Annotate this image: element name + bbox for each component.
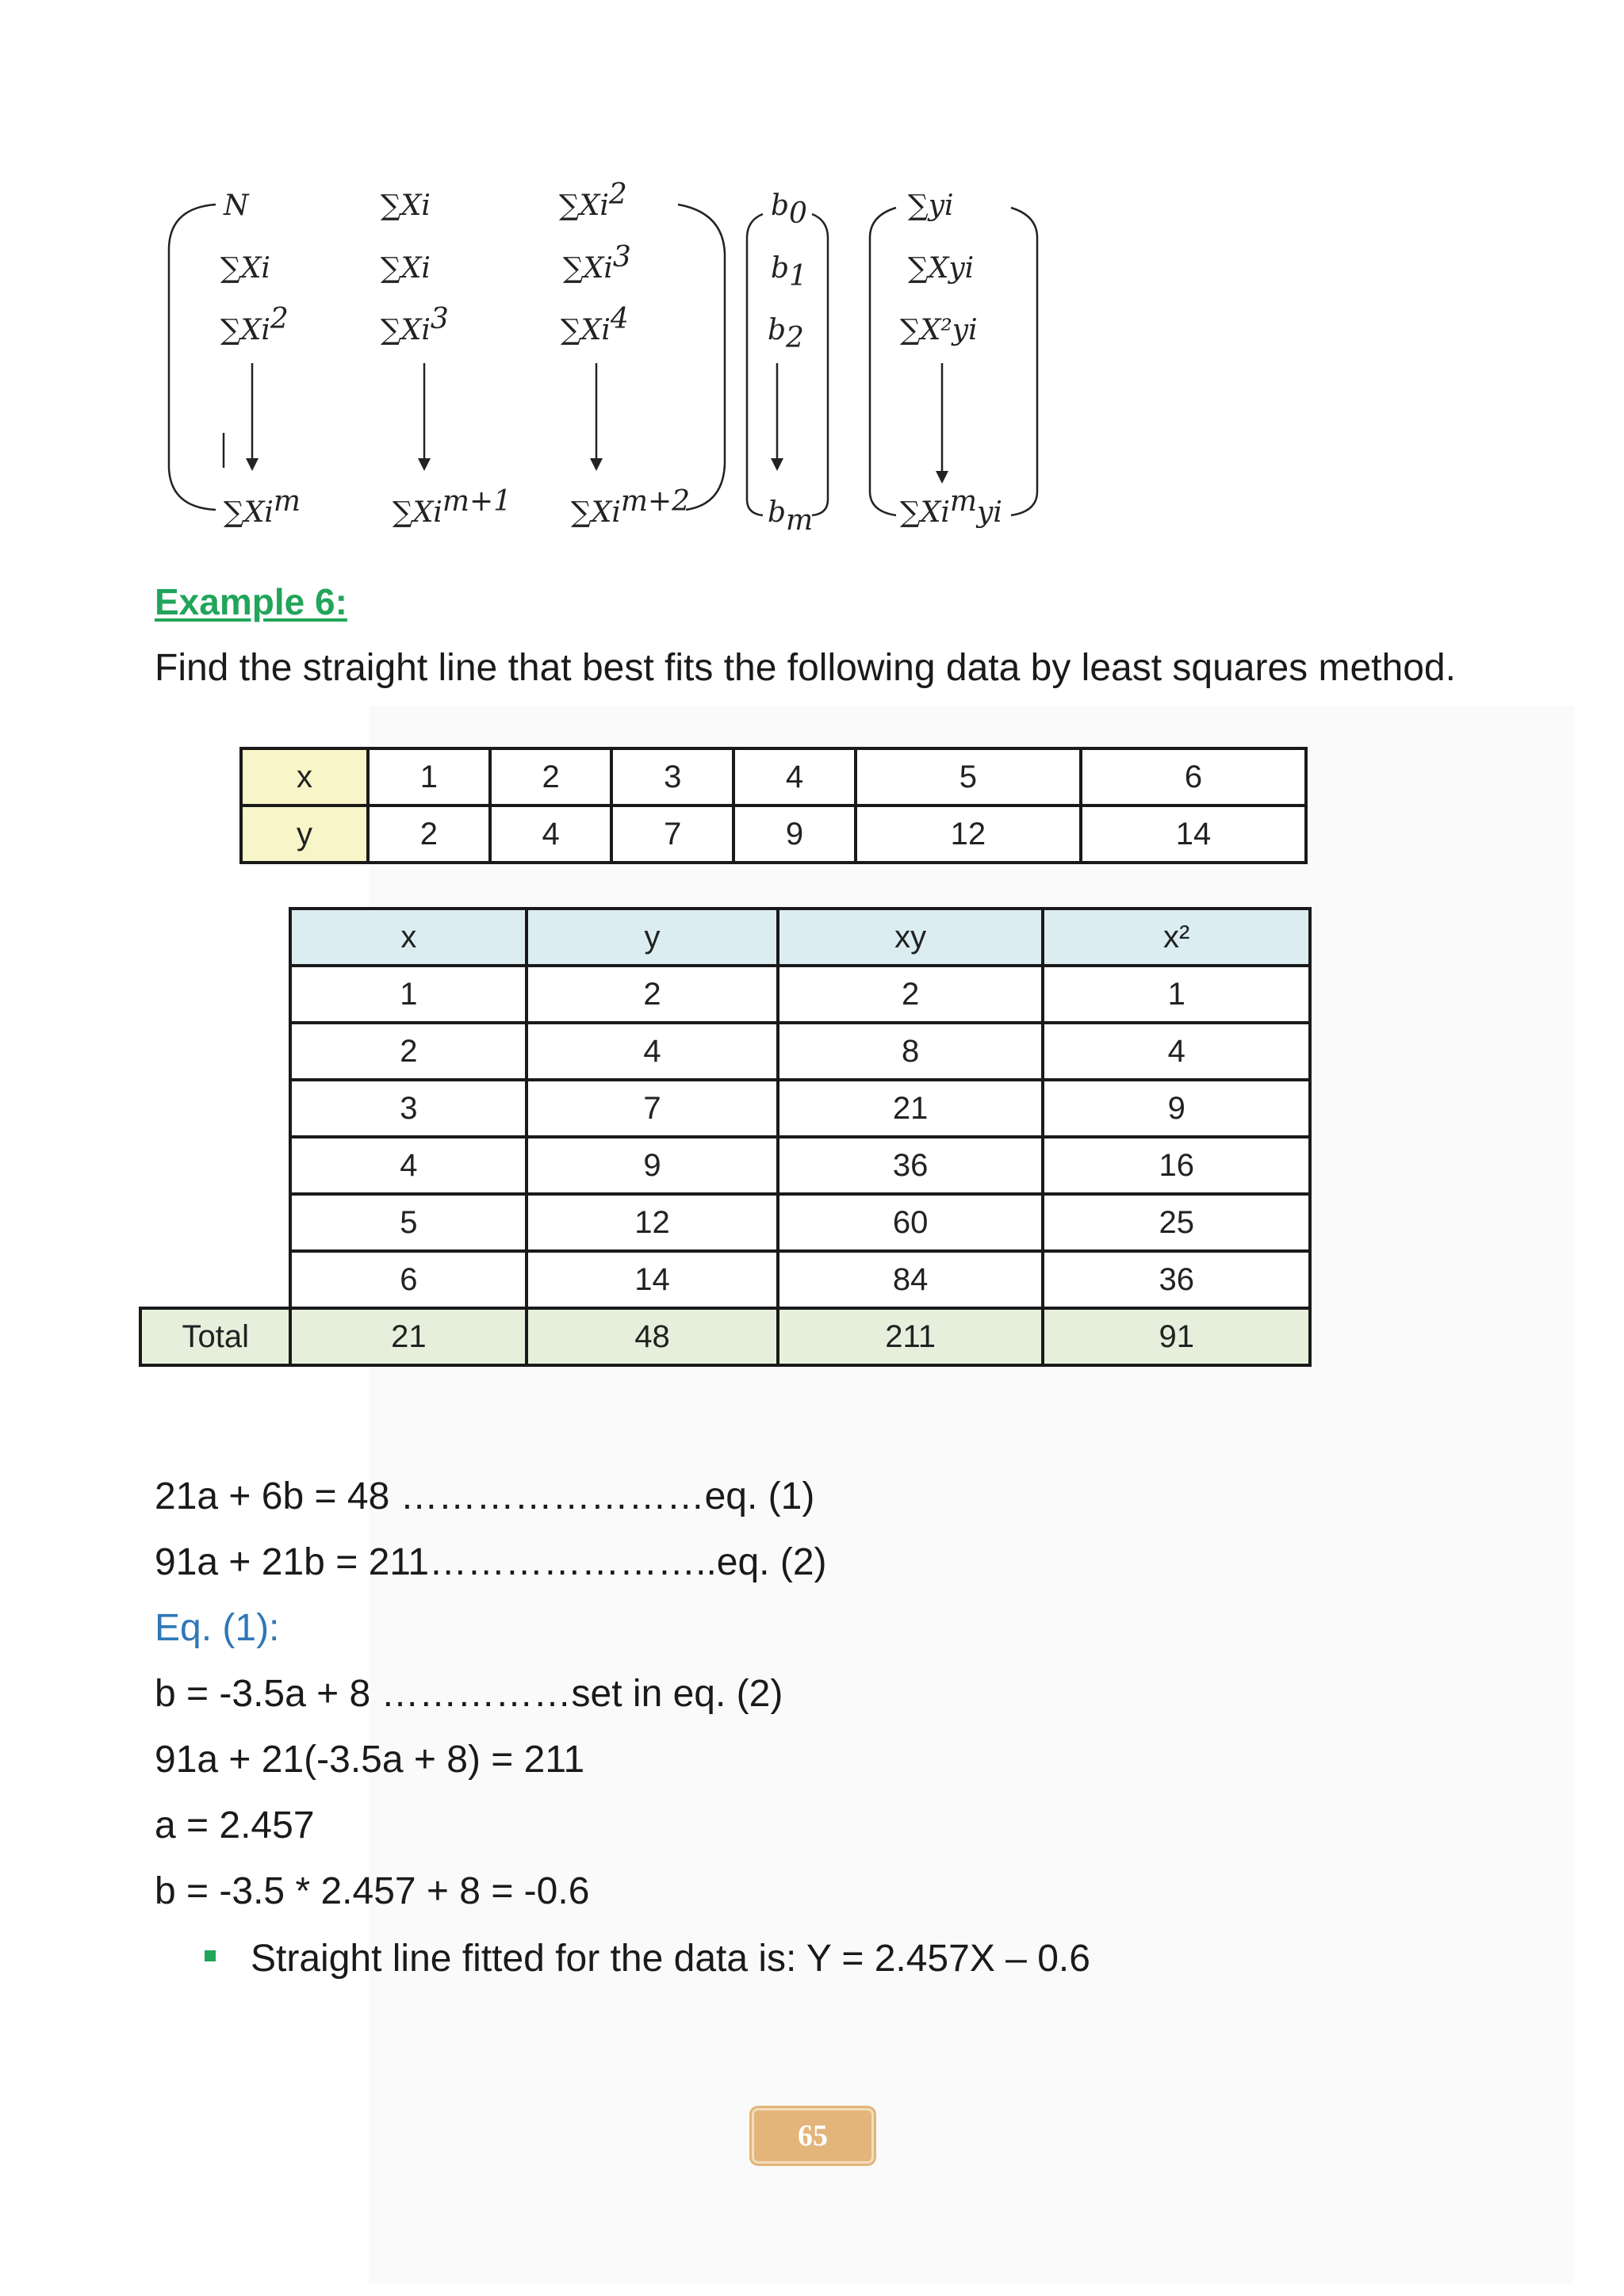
- header-cell: xy: [778, 909, 1044, 966]
- xy-data-table: [239, 747, 1308, 864]
- vector-b-entry: b0: [771, 189, 807, 230]
- data-cell: 5: [856, 748, 1081, 806]
- table-cell: 7: [527, 1080, 778, 1137]
- matrix-a-entry: ∑Xi: [220, 252, 270, 285]
- matrix-a-left-bracket: [169, 205, 216, 510]
- table-cell: 4: [1043, 1023, 1310, 1080]
- table-cell: 9: [527, 1137, 778, 1194]
- blank-cell: [140, 1137, 290, 1194]
- table-row: [140, 1137, 1310, 1194]
- blank-cell: [140, 1194, 290, 1251]
- data-cell: 9: [733, 806, 856, 863]
- table-cell: 16: [1043, 1137, 1310, 1194]
- header-cell: x: [290, 909, 527, 966]
- example-heading: Example 6:: [155, 581, 347, 622]
- table-cell: 36: [778, 1137, 1044, 1194]
- vector-b-right-bracket: [812, 214, 828, 515]
- table-row: [140, 1023, 1310, 1080]
- y-label-cell: y: [241, 806, 368, 863]
- header-cell: x²: [1043, 909, 1310, 966]
- table-cell: 84: [778, 1251, 1044, 1308]
- solution-step-1: b = -3.5a + 8 ……………set in eq. (2): [155, 1673, 783, 1715]
- data-cell: 7: [611, 806, 733, 863]
- total-cell: 48: [527, 1308, 778, 1365]
- down-arrow-icon: [418, 363, 431, 471]
- matrix-a-entry: ∑Xi: [381, 189, 431, 222]
- page-number-badge: [752, 2108, 874, 2164]
- table-cell: 4: [527, 1023, 778, 1080]
- vector-rhs-entry: ∑Xyi: [908, 252, 975, 285]
- vector-rhs-entry: ∑yi: [908, 189, 954, 222]
- blank-cell: [140, 1023, 290, 1080]
- data-cell: 3: [611, 748, 733, 806]
- table-cell: 2: [778, 966, 1044, 1023]
- x-row: [241, 748, 1306, 806]
- problem-statement: Find the straight line that best fits the following data by least squares method.: [155, 647, 1456, 689]
- data-cell: 12: [856, 806, 1081, 863]
- table-cell: 60: [778, 1194, 1044, 1251]
- vector-rhs-right-bracket: [1011, 208, 1037, 515]
- blank-cell: [140, 1080, 290, 1137]
- table-row: [140, 1080, 1310, 1137]
- solution-step-4: b = -3.5 * 2.457 + 8 = -0.6: [155, 1870, 590, 1912]
- y-row: [241, 806, 1306, 863]
- matrix-a-entry: ∑Xi3: [563, 241, 631, 285]
- down-arrow-icon: [936, 363, 948, 484]
- table-cell: 25: [1043, 1194, 1310, 1251]
- table-cell: 21: [778, 1080, 1044, 1137]
- table-cell: 2: [527, 966, 778, 1023]
- data-cell: 2: [490, 748, 612, 806]
- table-cell: 36: [1043, 1251, 1310, 1308]
- equation-2: 91a + 21b = 211…………………..eq. (2): [155, 1541, 827, 1583]
- table-cell: 5: [290, 1194, 527, 1251]
- total-cell: 211: [778, 1308, 1044, 1365]
- table-cell: 1: [290, 966, 527, 1023]
- table-cell: 12: [527, 1194, 778, 1251]
- x-label-cell: x: [241, 748, 368, 806]
- calculation-table: [139, 907, 1312, 1367]
- vector-rhs-left-bracket: [870, 208, 896, 515]
- solution-step-2: 91a + 21(-3.5a + 8) = 211: [155, 1739, 585, 1781]
- vector-b-entry: b1: [771, 252, 807, 293]
- matrix-a-last-entry: ∑Xim+1: [393, 485, 512, 529]
- equation-1: 21a + 6b = 48 ……………………eq. (1): [155, 1475, 815, 1517]
- header-cell: y: [527, 909, 778, 966]
- table-cell: 2: [290, 1023, 527, 1080]
- conclusion-text: Straight line fitted for the data is: Y = 2.457X – 0.6: [251, 1938, 1090, 1980]
- table-cell: 3: [290, 1080, 527, 1137]
- matrix-a-entry: ∑Xi2: [559, 178, 627, 222]
- table-cell: 8: [778, 1023, 1044, 1080]
- matrix-a-last-entry: ∑Xim+2: [571, 485, 691, 529]
- data-cell: 4: [490, 806, 612, 863]
- data-cell: 2: [368, 806, 490, 863]
- matrix-a-last-entry: ∑Xim: [224, 485, 301, 529]
- table-cell: 4: [290, 1137, 527, 1194]
- total-cell: 21: [290, 1308, 527, 1365]
- down-arrow-icon: [246, 363, 259, 471]
- table-cell: 14: [527, 1251, 778, 1308]
- data-cell: 4: [733, 748, 856, 806]
- matrix-a-right-bracket: [678, 205, 725, 510]
- data-cell: 1: [368, 748, 490, 806]
- page-number: 65: [798, 2119, 828, 2152]
- vector-b-entry: b2: [768, 314, 804, 354]
- matrix-a-entry: ∑Xi2: [220, 303, 289, 346]
- matrix-a-entry: ∑Xi3: [381, 303, 449, 346]
- solution-step-3: a = 2.457: [155, 1804, 315, 1846]
- total-cell: 91: [1043, 1308, 1310, 1365]
- normal-equations-matrix: [0, 0, 1624, 555]
- down-arrow-icon: [590, 363, 603, 471]
- calc-header-row: [140, 909, 1310, 966]
- vector-rhs-entry: ∑X²yi: [900, 314, 978, 346]
- vector-b-left-bracket: [747, 214, 763, 515]
- table-row: [140, 1251, 1310, 1308]
- blank-cell: [140, 909, 290, 966]
- bullet-square-icon: [205, 1950, 216, 1961]
- matrix-a-entry: ∑Xi: [381, 252, 431, 285]
- matrix-a-entry: ∑Xi4: [561, 303, 629, 346]
- conclusion-bullet: [205, 1937, 1090, 1980]
- table-row: [140, 966, 1310, 1023]
- table-cell: 6: [290, 1251, 527, 1308]
- table-cell: 1: [1043, 966, 1310, 1023]
- down-arrow-icon: [771, 363, 783, 471]
- vector-b-entry: bm: [768, 496, 814, 537]
- vector-rhs-entry: ∑Ximyi: [900, 485, 1002, 529]
- data-cell: 6: [1081, 748, 1306, 806]
- blank-cell: [140, 1251, 290, 1308]
- total-row: [140, 1308, 1310, 1365]
- matrix-a-entry: N: [224, 189, 249, 222]
- table-cell: 9: [1043, 1080, 1310, 1137]
- eq1-label: Eq. (1):: [155, 1607, 280, 1649]
- data-cell: 14: [1081, 806, 1306, 863]
- blank-cell: [140, 966, 290, 1023]
- total-label-cell: Total: [140, 1308, 290, 1365]
- table-row: [140, 1194, 1310, 1251]
